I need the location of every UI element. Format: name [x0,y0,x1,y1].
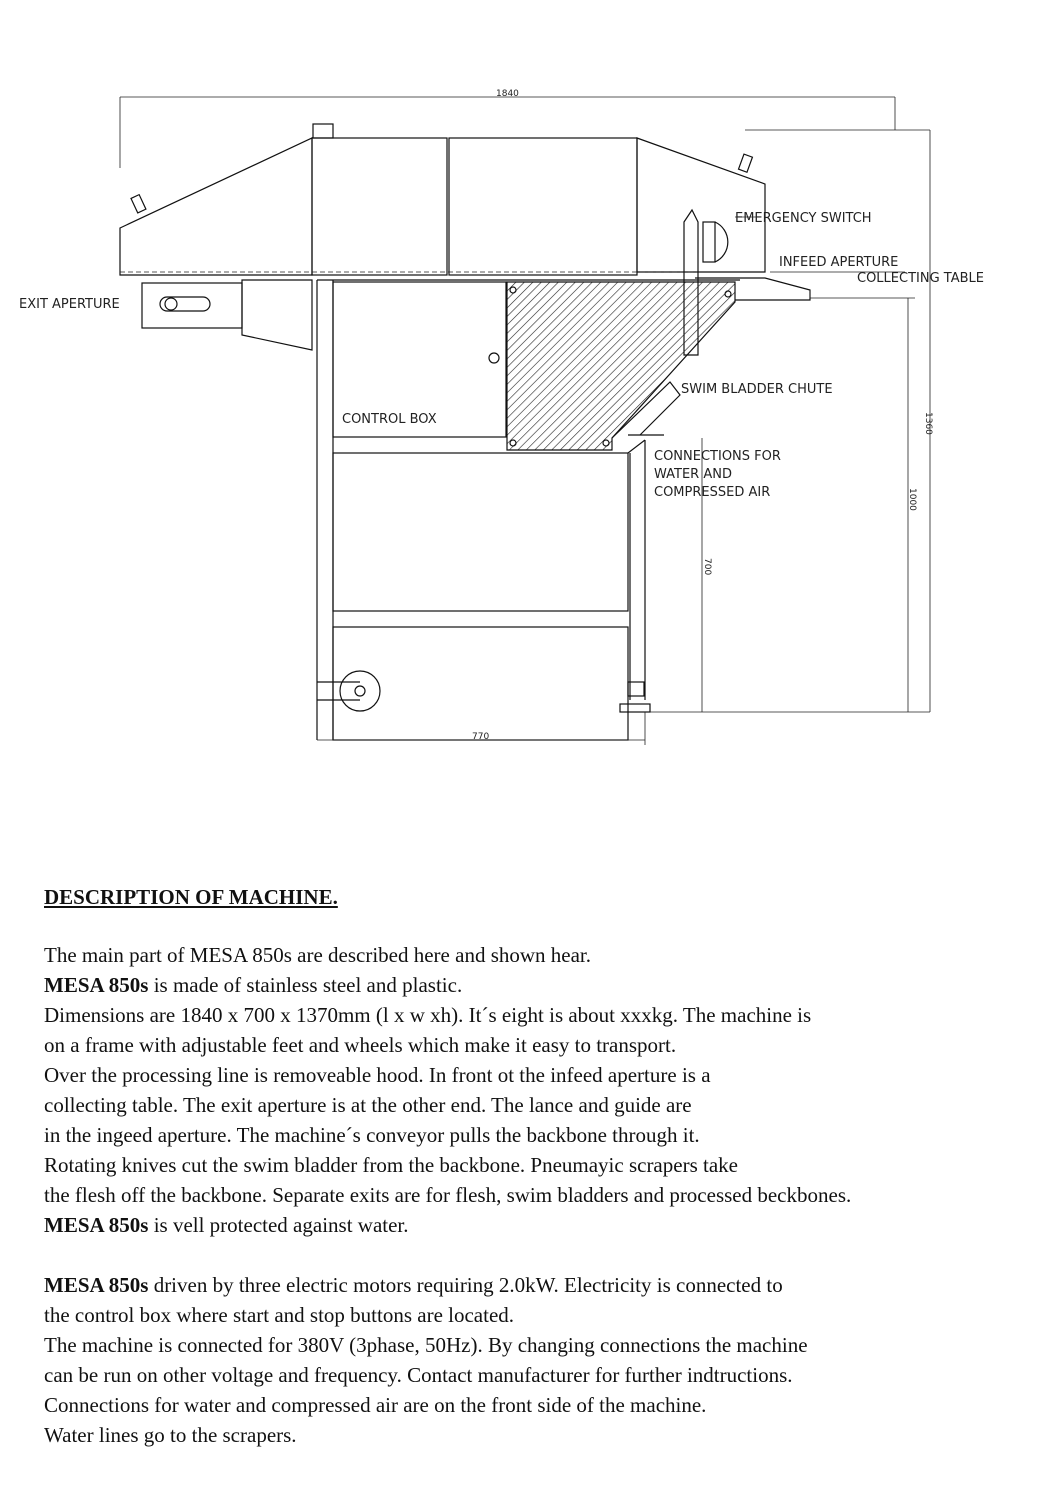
line-text: collecting table. The exit aperture is at the other end. The lance and guide are [44,1093,692,1117]
line-text: in the ingeed aperture. The machine´s conveyor pulls the backbone through it. [44,1123,700,1147]
text-line [44,940,1054,970]
exit-aperture [142,280,312,350]
text-line [44,1360,1054,1390]
label-connections-1: CONNECTIONS FOR [654,449,781,464]
description-paragraph-2 [44,1270,1054,1450]
description-section [44,882,1054,1480]
label-exit-aperture: EXIT APERTURE [19,297,120,312]
line-text: can be run on other voltage and frequency. Contact manufacturer for further indtructions. [44,1363,793,1387]
text-line [44,1120,1054,1150]
product-name: MESA 850s [44,973,149,997]
text-line [44,1090,1054,1120]
line-text: driven by three electric motors requiring 2.0kW. Electricity is connected to [148,1273,783,1297]
line-text: Dimensions are 1840 x 700 x 1370mm (l x w xh). It´s eight is about xxxkg. The machine is [44,1003,812,1027]
height-table-dim: 1000 [907,488,917,511]
text-line [44,1060,1054,1090]
text-line [44,970,1054,1000]
label-emergency-switch: EMERGENCY SWITCH [735,211,872,226]
product-name: MESA 850s [44,1213,149,1237]
label-swim-bladder-chute: SWIM BLADDER CHUTE [681,382,833,397]
label-infeed-aperture: INFEED APERTURE [779,255,899,270]
hood [120,124,765,275]
product-name: MESA 850s [44,1273,149,1297]
line-text: the flesh off the backbone. Separate exits are for flesh, swim bladders and processed beckbones. [44,1183,852,1207]
line-text: The main part of MESA 850s are described here and shown hear. [44,943,592,967]
line-text: the control box where start and stop buttons are located. [44,1303,515,1327]
text-line [44,1210,1054,1240]
text-line [44,1000,1054,1030]
width-dimension [317,712,645,745]
label-connections-2: WATER AND [654,467,732,482]
description-heading: DESCRIPTION OF MACHINE. [44,885,338,909]
description-paragraph-1 [44,940,1054,1240]
text-line [44,1330,1054,1360]
label-connections-3: COMPRESSED AIR [654,485,771,500]
line-text: on a frame with adjustable feet and wheels which make it easy to transport. [44,1033,677,1057]
chute-hatched [507,282,735,450]
text-line [44,1180,1054,1210]
text-line [44,1150,1054,1180]
label-collecting-table: COLLECTING TABLE [857,271,984,286]
height-exit-dim: 700 [702,558,712,576]
text-line [44,1390,1054,1420]
line-text: Water lines go to the scrapers. [44,1423,297,1447]
label-control-box: CONTROL BOX [342,412,437,427]
width-dim-label: 770 [472,732,490,742]
height-total-dim: 1360 [923,412,933,435]
line-text: Connections for water and compressed air are on the front side of the machine. [44,1393,707,1417]
line-text: is vell protected against water. [148,1213,409,1237]
text-line [44,1270,1054,1300]
text-line [44,1030,1054,1060]
line-text: Rotating knives cut the swim bladder from the backbone. Pneumayic scrapers take [44,1153,738,1177]
line-text: Over the processing line is removeable hood. In front ot the infeed aperture is a [44,1063,711,1087]
text-line [44,1300,1054,1330]
length-dim-label: 1840 [496,89,519,99]
line-text: is made of stainless steel and plastic. [148,973,463,997]
line-text: The machine is connected for 380V (3phase, 50Hz). By changing connections the machine [44,1333,808,1357]
text-line [44,1420,1054,1450]
